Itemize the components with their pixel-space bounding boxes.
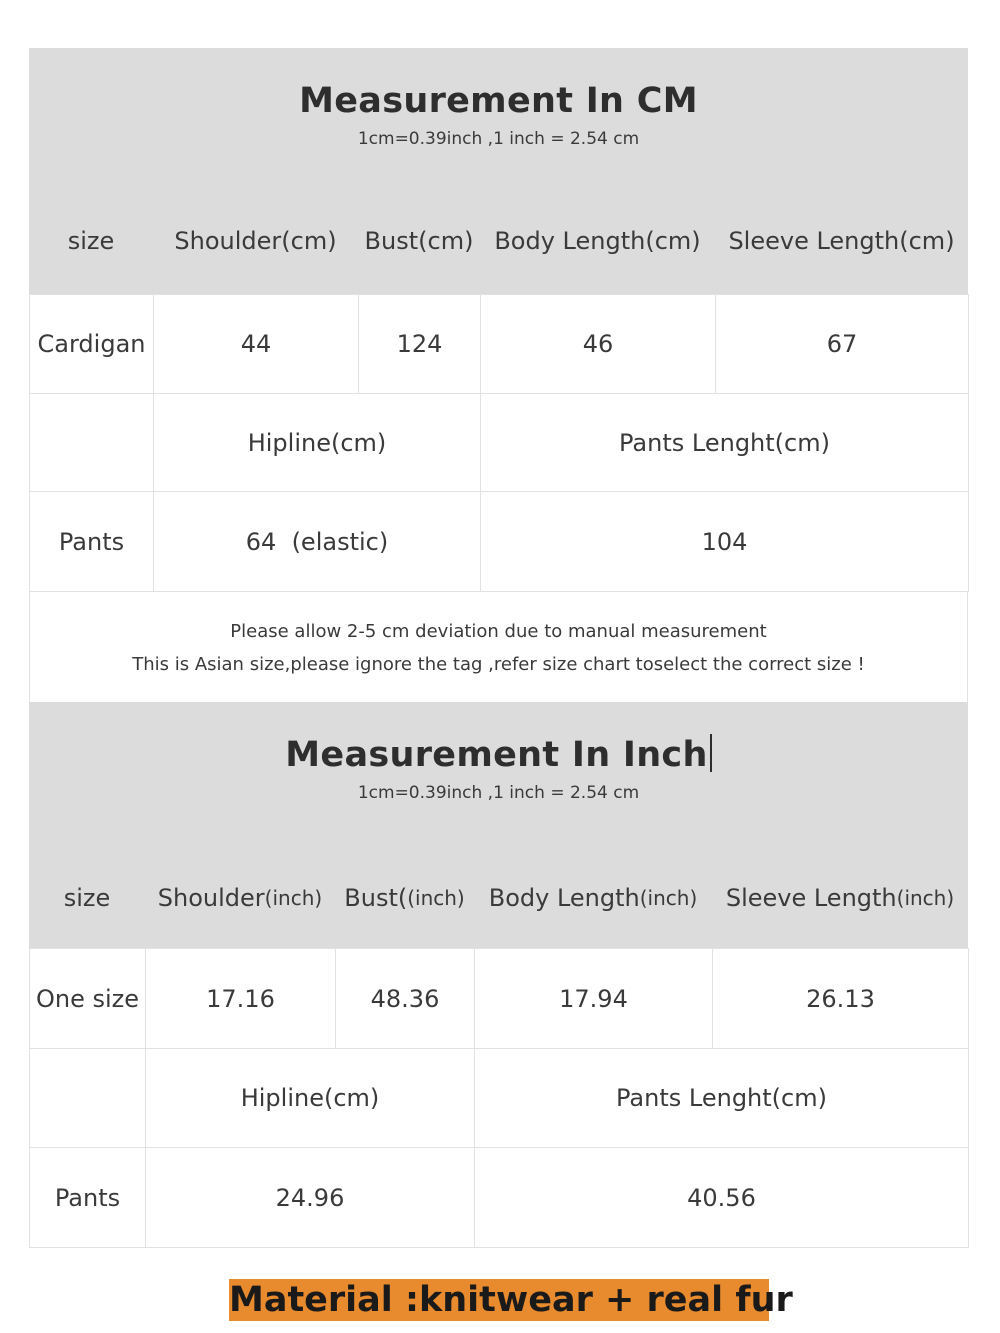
header-size: size [67, 227, 115, 255]
header-sleeve-length: Sleeve Length (inch) [725, 884, 955, 912]
header-shoulder: Shoulder(cm) [174, 227, 337, 255]
cm-column-headers [29, 218, 968, 264]
cell-body-length: 46 [481, 295, 716, 394]
header-bust: Bust( (inch) [344, 884, 465, 912]
table-row [30, 394, 969, 492]
row-label-one-size: One size [30, 949, 146, 1049]
table-row [30, 295, 969, 394]
header-hipline: Hipline(cm) [146, 1049, 475, 1148]
row-label-pants: Pants [30, 1148, 146, 1248]
row-label-cardigan: Cardigan [30, 295, 154, 394]
header-hipline: Hipline(cm) [154, 394, 481, 492]
cell-hipline: 24.96 [146, 1148, 475, 1248]
table-row [30, 1049, 969, 1148]
cm-title: Measurement In CM [299, 81, 698, 121]
inch-conversion-note: 1cm=0.39inch ,1 inch = 2.54 cm [357, 783, 640, 803]
table-row [30, 1148, 969, 1248]
cell-bust: 124 [359, 295, 481, 394]
header-pants-length: Pants Lenght(cm) [481, 394, 969, 492]
note-line-2: This is Asian size,please ignore the tag ,refer size chart toselect the correct size ! [132, 654, 865, 675]
empty-cell [30, 394, 154, 492]
inch-table [29, 948, 969, 1248]
inch-title [29, 702, 968, 777]
header-shoulder: Shoulder (inch) [157, 884, 323, 912]
header-bust: Bust(cm) [364, 227, 474, 255]
header-size: size [63, 884, 111, 912]
empty-cell [30, 1049, 146, 1148]
cm-conversion-note: 1cm=0.39inch ,1 inch = 2.54 cm [357, 129, 640, 149]
inch-header-band [29, 702, 968, 948]
cell-shoulder: 44 [154, 295, 359, 394]
header-pants-length: Pants Lenght(cm) [475, 1049, 969, 1148]
cell-pants-length: 104 [481, 492, 969, 592]
row-label-pants: Pants [30, 492, 154, 592]
cell-shoulder: 17.16 [146, 949, 336, 1049]
cell-hipline: 64 (elastic) [154, 492, 481, 592]
material-label: Material :knitwear + real fur [229, 1280, 793, 1320]
header-body-length: Body Length(cm) [494, 227, 701, 255]
cm-table [29, 294, 969, 592]
inch-column-headers [29, 872, 968, 924]
table-row [30, 492, 969, 592]
cell-sleeve-length: 67 [716, 295, 969, 394]
note-line-1: Please allow 2-5 cm deviation due to manual measurement [230, 621, 767, 642]
text-cursor [710, 734, 712, 772]
header-body-length: Body Length (inch) [488, 884, 698, 912]
cell-pants-length: 40.56 [475, 1148, 969, 1248]
table-row [30, 949, 969, 1049]
cell-body-length: 17.94 [475, 949, 713, 1049]
cell-sleeve-length: 26.13 [713, 949, 969, 1049]
deviation-note [29, 592, 968, 702]
size-chart [29, 48, 968, 1248]
header-sleeve-length: Sleeve Length(cm) [728, 227, 955, 255]
cell-bust: 48.36 [336, 949, 475, 1049]
cm-header-band [29, 48, 968, 294]
inch-title-text: Measurement In Inch [285, 735, 708, 775]
